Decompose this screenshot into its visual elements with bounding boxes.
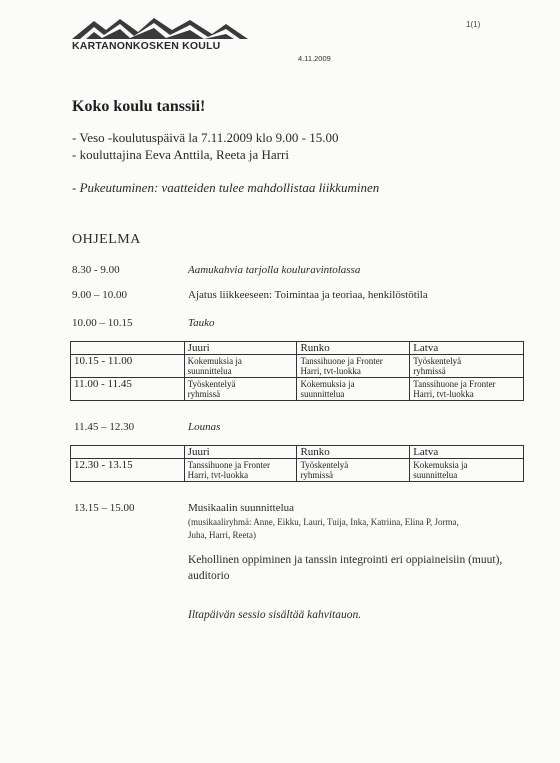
intro-line-3: - Pukeutuminen: vaatteiden tulee mahdollistaa liikkuminen (72, 180, 380, 195)
school-logo (72, 16, 252, 40)
table-cell: Tanssihuone ja Fronter Harri, tvt-luokka (184, 459, 297, 482)
schedule-table-2 (70, 445, 524, 482)
program-text: Tauko (188, 317, 215, 329)
table-cell: Kokemuksia ja suunnittelua (184, 355, 297, 378)
page-number: 1(1) (466, 20, 481, 29)
table-time: 12.30 - 13.15 (71, 459, 185, 482)
program-time: 13.15 – 15.00 (74, 502, 135, 514)
table-row (71, 378, 524, 401)
groups-note-1: (musikaaliryhmä: Anne, Eikku, Lauri, Tuija, Inka, Katriina, Elina P, Jorma, (188, 517, 459, 527)
kehollinen-line-2: auditorio (188, 570, 230, 582)
table-cell: Työskentelyä ryhmissä (184, 378, 297, 401)
table-cell: Työskentelyä ryhmissä (297, 459, 410, 482)
program-time: 9.00 – 10.00 (72, 289, 127, 301)
table-cell: Kokemuksia ja suunnittelua (410, 459, 524, 482)
closing-note: Iltapäivän sessio sisältää kahvitauon. (188, 609, 362, 621)
table-row (71, 459, 524, 482)
groups-note-2: Juha, Harri, Reeta) (188, 530, 256, 540)
table-header-empty (71, 446, 185, 459)
schedule-table-1 (70, 341, 524, 401)
program-text: Aamukahvia tarjolla kouluravintolassa (188, 264, 361, 276)
document-date: 4.11.2009 (298, 54, 331, 63)
table-header: Runko (297, 342, 410, 355)
program-heading: OHJELMA (72, 232, 141, 247)
table-cell: Tanssihuone ja Fronter Harri, tvt-luokka (410, 378, 524, 401)
table-cell: Tanssihuone ja Fronter Harri, tvt-luokka (297, 355, 410, 378)
table-time: 11.00 - 11.45 (71, 378, 185, 401)
school-name: KARTANONKOSKEN KOULU (72, 40, 221, 52)
table-time: 10.15 - 11.00 (71, 355, 185, 378)
table-header: Juuri (184, 446, 297, 459)
table-header: Latva (410, 342, 524, 355)
program-time: 8.30 - 9.00 (72, 264, 120, 276)
table-header: Latva (410, 446, 524, 459)
program-time: 10.00 – 10.15 (72, 317, 133, 329)
program-text: Lounas (188, 421, 221, 433)
program-text: Musikaalin suunnittelua (188, 502, 295, 514)
table-header: Runko (297, 446, 410, 459)
page-title: Koko koulu tanssii! (72, 98, 206, 115)
table-row (71, 355, 524, 378)
program-time: 11.45 – 12.30 (74, 421, 135, 433)
table-cell: Kokemuksia ja suunnittelua (297, 378, 410, 401)
program-text: Ajatus liikkeeseen: Toimintaa ja teoriaa, henkilöstötila (188, 289, 428, 301)
table-header-empty (71, 342, 185, 355)
table-header: Juuri (184, 342, 297, 355)
intro-line-1: - Veso -koulutuspäivä la 7.11.2009 klo 9.00 - 15.00 (72, 130, 339, 145)
table-cell: Työskentelyä ryhmissä (410, 355, 524, 378)
kehollinen-line-1: Kehollinen oppiminen ja tanssin integrointi eri oppiaineisiin (muut), (188, 554, 503, 566)
intro-line-2: - kouluttajina Eeva Anttila, Reeta ja Harri (72, 147, 289, 162)
